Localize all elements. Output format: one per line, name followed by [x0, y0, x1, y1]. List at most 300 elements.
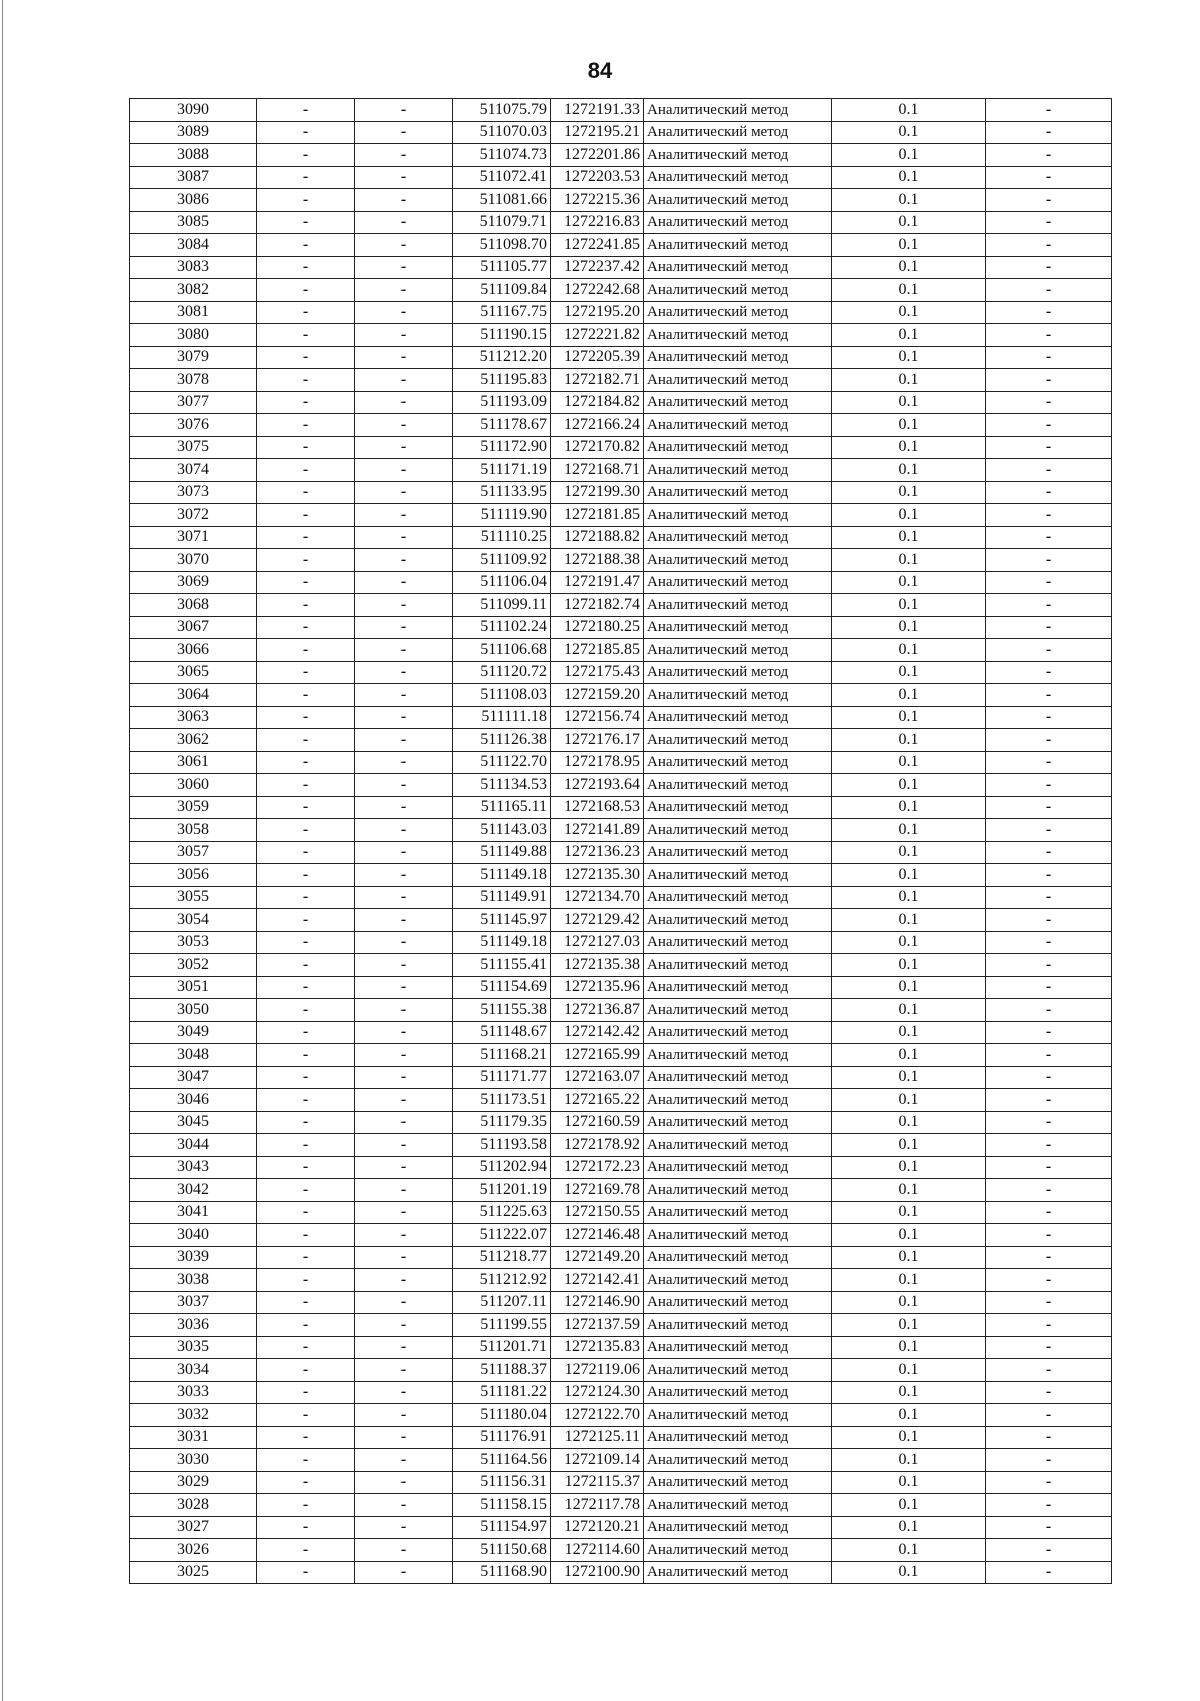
method-cell: Аналитический метод [644, 594, 832, 617]
empty-value-cell: - [257, 324, 355, 347]
y-coordinate-cell: 1272221.82 [551, 324, 644, 347]
accuracy-cell: 0.1 [832, 684, 986, 707]
x-coordinate-cell: 511106.68 [453, 639, 551, 662]
empty-value-cell: - [257, 1111, 355, 1134]
method-cell: Аналитический метод [644, 166, 832, 189]
empty-value-cell: - [986, 706, 1112, 729]
empty-value-cell: - [986, 1381, 1112, 1404]
point-number-cell: 3062 [130, 729, 257, 752]
y-coordinate-cell: 1272160.59 [551, 1111, 644, 1134]
empty-value-cell: - [355, 1539, 453, 1562]
table-row [130, 1021, 1112, 1044]
empty-value-cell: - [257, 571, 355, 594]
empty-value-cell: - [355, 144, 453, 167]
point-number-cell: 3048 [130, 1044, 257, 1067]
empty-value-cell: - [355, 819, 453, 842]
point-number-cell: 3088 [130, 144, 257, 167]
empty-value-cell: - [986, 1156, 1112, 1179]
empty-value-cell: - [355, 1156, 453, 1179]
method-cell: Аналитический метод [644, 909, 832, 932]
point-number-cell: 3058 [130, 819, 257, 842]
empty-value-cell: - [355, 1134, 453, 1157]
accuracy-cell: 0.1 [832, 1179, 986, 1202]
empty-value-cell: - [986, 1494, 1112, 1517]
accuracy-cell: 0.1 [832, 954, 986, 977]
method-cell: Аналитический метод [644, 1089, 832, 1112]
method-cell: Аналитический метод [644, 1359, 832, 1382]
accuracy-cell: 0.1 [832, 1516, 986, 1539]
empty-value-cell: - [986, 1134, 1112, 1157]
accuracy-cell: 0.1 [832, 1224, 986, 1247]
table-row [130, 841, 1112, 864]
empty-value-cell: - [355, 954, 453, 977]
empty-value-cell: - [355, 1359, 453, 1382]
point-number-cell: 3077 [130, 391, 257, 414]
x-coordinate-cell: 511156.31 [453, 1471, 551, 1494]
accuracy-cell: 0.1 [832, 369, 986, 392]
x-coordinate-cell: 511164.56 [453, 1449, 551, 1472]
point-number-cell: 3043 [130, 1156, 257, 1179]
y-coordinate-cell: 1272242.68 [551, 279, 644, 302]
accuracy-cell: 0.1 [832, 1336, 986, 1359]
empty-value-cell: - [257, 459, 355, 482]
y-coordinate-cell: 1272100.90 [551, 1561, 644, 1584]
table-row [130, 436, 1112, 459]
accuracy-cell: 0.1 [832, 616, 986, 639]
empty-value-cell: - [257, 1449, 355, 1472]
y-coordinate-cell: 1272170.82 [551, 436, 644, 459]
method-cell: Аналитический метод [644, 256, 832, 279]
y-coordinate-cell: 1272215.36 [551, 189, 644, 212]
y-coordinate-cell: 1272135.83 [551, 1336, 644, 1359]
empty-value-cell: - [257, 661, 355, 684]
point-number-cell: 3041 [130, 1201, 257, 1224]
table-row [130, 751, 1112, 774]
x-coordinate-cell: 511081.66 [453, 189, 551, 212]
table-row [130, 369, 1112, 392]
empty-value-cell: - [257, 864, 355, 887]
empty-value-cell: - [355, 481, 453, 504]
empty-value-cell: - [355, 549, 453, 572]
empty-value-cell: - [257, 1179, 355, 1202]
point-number-cell: 3046 [130, 1089, 257, 1112]
y-coordinate-cell: 1272199.30 [551, 481, 644, 504]
table-row [130, 1224, 1112, 1247]
table-row [130, 459, 1112, 482]
empty-value-cell: - [986, 256, 1112, 279]
empty-value-cell: - [986, 999, 1112, 1022]
accuracy-cell: 0.1 [832, 661, 986, 684]
method-cell: Аналитический метод [644, 1021, 832, 1044]
point-number-cell: 3089 [130, 121, 257, 144]
method-cell: Аналитический метод [644, 976, 832, 999]
point-number-cell: 3039 [130, 1246, 257, 1269]
table-row [130, 504, 1112, 527]
point-number-cell: 3031 [130, 1426, 257, 1449]
table-row [130, 1201, 1112, 1224]
y-coordinate-cell: 1272195.20 [551, 301, 644, 324]
table-row [130, 1314, 1112, 1337]
accuracy-cell: 0.1 [832, 549, 986, 572]
empty-value-cell: - [355, 1201, 453, 1224]
empty-value-cell: - [355, 504, 453, 527]
empty-value-cell: - [355, 864, 453, 887]
method-cell: Аналитический метод [644, 706, 832, 729]
x-coordinate-cell: 511181.22 [453, 1381, 551, 1404]
x-coordinate-cell: 511154.97 [453, 1516, 551, 1539]
method-cell: Аналитический метод [644, 1426, 832, 1449]
x-coordinate-cell: 511199.55 [453, 1314, 551, 1337]
method-cell: Аналитический метод [644, 1179, 832, 1202]
method-cell: Аналитический метод [644, 751, 832, 774]
table-row [130, 819, 1112, 842]
method-cell: Аналитический метод [644, 504, 832, 527]
y-coordinate-cell: 1272136.23 [551, 841, 644, 864]
empty-value-cell: - [986, 976, 1112, 999]
empty-value-cell: - [986, 324, 1112, 347]
empty-value-cell: - [355, 1404, 453, 1427]
point-number-cell: 3085 [130, 211, 257, 234]
x-coordinate-cell: 511179.35 [453, 1111, 551, 1134]
empty-value-cell: - [355, 211, 453, 234]
y-coordinate-cell: 1272168.53 [551, 796, 644, 819]
empty-value-cell: - [355, 526, 453, 549]
point-number-cell: 3035 [130, 1336, 257, 1359]
empty-value-cell: - [355, 1179, 453, 1202]
accuracy-cell: 0.1 [832, 346, 986, 369]
empty-value-cell: - [257, 819, 355, 842]
x-coordinate-cell: 511207.11 [453, 1291, 551, 1314]
x-coordinate-cell: 511126.38 [453, 729, 551, 752]
empty-value-cell: - [355, 729, 453, 752]
method-cell: Аналитический метод [644, 1494, 832, 1517]
accuracy-cell: 0.1 [832, 1111, 986, 1134]
empty-value-cell: - [257, 909, 355, 932]
empty-value-cell: - [355, 1381, 453, 1404]
y-coordinate-cell: 1272120.21 [551, 1516, 644, 1539]
empty-value-cell: - [257, 1066, 355, 1089]
empty-value-cell: - [355, 1021, 453, 1044]
empty-value-cell: - [257, 549, 355, 572]
empty-value-cell: - [355, 1066, 453, 1089]
empty-value-cell: - [986, 144, 1112, 167]
empty-value-cell: - [355, 774, 453, 797]
table-row [130, 886, 1112, 909]
y-coordinate-cell: 1272181.85 [551, 504, 644, 527]
accuracy-cell: 0.1 [832, 1246, 986, 1269]
method-cell: Аналитический метод [644, 1381, 832, 1404]
empty-value-cell: - [355, 1246, 453, 1269]
empty-value-cell: - [257, 211, 355, 234]
method-cell: Аналитический метод [644, 301, 832, 324]
point-number-cell: 3044 [130, 1134, 257, 1157]
x-coordinate-cell: 511075.79 [453, 99, 551, 122]
empty-value-cell: - [257, 1314, 355, 1337]
table-row [130, 1539, 1112, 1562]
empty-value-cell: - [355, 346, 453, 369]
empty-value-cell: - [355, 121, 453, 144]
table-row [130, 1449, 1112, 1472]
x-coordinate-cell: 511168.90 [453, 1561, 551, 1584]
empty-value-cell: - [986, 301, 1112, 324]
empty-value-cell: - [257, 189, 355, 212]
table-row [130, 864, 1112, 887]
empty-value-cell: - [257, 1089, 355, 1112]
table-row [130, 1111, 1112, 1134]
empty-value-cell: - [257, 931, 355, 954]
x-coordinate-cell: 511201.19 [453, 1179, 551, 1202]
x-coordinate-cell: 511165.11 [453, 796, 551, 819]
point-number-cell: 3051 [130, 976, 257, 999]
method-cell: Аналитический метод [644, 886, 832, 909]
empty-value-cell: - [257, 99, 355, 122]
accuracy-cell: 0.1 [832, 436, 986, 459]
x-coordinate-cell: 511225.63 [453, 1201, 551, 1224]
table-row [130, 729, 1112, 752]
y-coordinate-cell: 1272129.42 [551, 909, 644, 932]
accuracy-cell: 0.1 [832, 1089, 986, 1112]
accuracy-cell: 0.1 [832, 819, 986, 842]
point-number-cell: 3078 [130, 369, 257, 392]
y-coordinate-cell: 1272149.20 [551, 1246, 644, 1269]
empty-value-cell: - [355, 1449, 453, 1472]
accuracy-cell: 0.1 [832, 774, 986, 797]
empty-value-cell: - [986, 481, 1112, 504]
y-coordinate-cell: 1272175.43 [551, 661, 644, 684]
accuracy-cell: 0.1 [832, 1404, 986, 1427]
empty-value-cell: - [257, 234, 355, 257]
x-coordinate-cell: 511109.92 [453, 549, 551, 572]
empty-value-cell: - [986, 571, 1112, 594]
table-row [130, 481, 1112, 504]
y-coordinate-cell: 1272136.87 [551, 999, 644, 1022]
point-number-cell: 3060 [130, 774, 257, 797]
empty-value-cell: - [355, 166, 453, 189]
empty-value-cell: - [355, 234, 453, 257]
empty-value-cell: - [986, 1089, 1112, 1112]
accuracy-cell: 0.1 [832, 1156, 986, 1179]
point-number-cell: 3032 [130, 1404, 257, 1427]
point-number-cell: 3074 [130, 459, 257, 482]
y-coordinate-cell: 1272142.42 [551, 1021, 644, 1044]
empty-value-cell: - [257, 1561, 355, 1584]
empty-value-cell: - [986, 796, 1112, 819]
empty-value-cell: - [257, 1134, 355, 1157]
method-cell: Аналитический метод [644, 1561, 832, 1584]
table-row [130, 1291, 1112, 1314]
y-coordinate-cell: 1272182.71 [551, 369, 644, 392]
point-number-cell: 3081 [130, 301, 257, 324]
empty-value-cell: - [355, 414, 453, 437]
y-coordinate-cell: 1272165.22 [551, 1089, 644, 1112]
empty-value-cell: - [257, 256, 355, 279]
empty-value-cell: - [257, 1381, 355, 1404]
y-coordinate-cell: 1272150.55 [551, 1201, 644, 1224]
method-cell: Аналитический метод [644, 144, 832, 167]
empty-value-cell: - [257, 1201, 355, 1224]
x-coordinate-cell: 511222.07 [453, 1224, 551, 1247]
empty-value-cell: - [355, 999, 453, 1022]
empty-value-cell: - [986, 234, 1112, 257]
x-coordinate-cell: 511201.71 [453, 1336, 551, 1359]
accuracy-cell: 0.1 [832, 99, 986, 122]
empty-value-cell: - [986, 1336, 1112, 1359]
accuracy-cell: 0.1 [832, 504, 986, 527]
empty-value-cell: - [257, 1539, 355, 1562]
accuracy-cell: 0.1 [832, 234, 986, 257]
empty-value-cell: - [355, 1291, 453, 1314]
x-coordinate-cell: 511150.68 [453, 1539, 551, 1562]
table-row [130, 954, 1112, 977]
table-row [130, 616, 1112, 639]
point-number-cell: 3054 [130, 909, 257, 932]
x-coordinate-cell: 511149.91 [453, 886, 551, 909]
accuracy-cell: 0.1 [832, 211, 986, 234]
y-coordinate-cell: 1272156.74 [551, 706, 644, 729]
x-coordinate-cell: 511212.92 [453, 1269, 551, 1292]
page-number: 84 [587, 58, 613, 83]
method-cell: Аналитический метод [644, 639, 832, 662]
empty-value-cell: - [257, 774, 355, 797]
point-number-cell: 3026 [130, 1539, 257, 1562]
y-coordinate-cell: 1272176.17 [551, 729, 644, 752]
y-coordinate-cell: 1272135.96 [551, 976, 644, 999]
empty-value-cell: - [986, 1539, 1112, 1562]
y-coordinate-cell: 1272188.82 [551, 526, 644, 549]
accuracy-cell: 0.1 [832, 189, 986, 212]
empty-value-cell: - [986, 1246, 1112, 1269]
x-coordinate-cell: 511171.77 [453, 1066, 551, 1089]
point-number-cell: 3025 [130, 1561, 257, 1584]
y-coordinate-cell: 1272237.42 [551, 256, 644, 279]
accuracy-cell: 0.1 [832, 121, 986, 144]
empty-value-cell: - [986, 166, 1112, 189]
point-number-cell: 3056 [130, 864, 257, 887]
point-number-cell: 3067 [130, 616, 257, 639]
y-coordinate-cell: 1272122.70 [551, 1404, 644, 1427]
table-row [130, 1336, 1112, 1359]
empty-value-cell: - [355, 459, 453, 482]
accuracy-cell: 0.1 [832, 729, 986, 752]
table-row [130, 976, 1112, 999]
accuracy-cell: 0.1 [832, 1066, 986, 1089]
y-coordinate-cell: 1272109.14 [551, 1449, 644, 1472]
method-cell: Аналитический метод [644, 864, 832, 887]
y-coordinate-cell: 1272216.83 [551, 211, 644, 234]
x-coordinate-cell: 511122.70 [453, 751, 551, 774]
empty-value-cell: - [986, 391, 1112, 414]
accuracy-cell: 0.1 [832, 639, 986, 662]
empty-value-cell: - [986, 1471, 1112, 1494]
method-cell: Аналитический метод [644, 1111, 832, 1134]
x-coordinate-cell: 511178.67 [453, 414, 551, 437]
accuracy-cell: 0.1 [832, 1134, 986, 1157]
table-row [130, 1066, 1112, 1089]
y-coordinate-cell: 1272159.20 [551, 684, 644, 707]
point-number-cell: 3071 [130, 526, 257, 549]
x-coordinate-cell: 511133.95 [453, 481, 551, 504]
method-cell: Аналитический метод [644, 459, 832, 482]
empty-value-cell: - [257, 1246, 355, 1269]
y-coordinate-cell: 1272165.99 [551, 1044, 644, 1067]
empty-value-cell: - [257, 976, 355, 999]
x-coordinate-cell: 511072.41 [453, 166, 551, 189]
empty-value-cell: - [257, 706, 355, 729]
table-row [130, 526, 1112, 549]
x-coordinate-cell: 511099.11 [453, 594, 551, 617]
empty-value-cell: - [257, 1426, 355, 1449]
empty-value-cell: - [986, 414, 1112, 437]
accuracy-cell: 0.1 [832, 594, 986, 617]
method-cell: Аналитический метод [644, 1134, 832, 1157]
accuracy-cell: 0.1 [832, 279, 986, 302]
accuracy-cell: 0.1 [832, 976, 986, 999]
y-coordinate-cell: 1272146.90 [551, 1291, 644, 1314]
point-number-cell: 3028 [130, 1494, 257, 1517]
x-coordinate-cell: 511158.15 [453, 1494, 551, 1517]
accuracy-cell: 0.1 [832, 1201, 986, 1224]
empty-value-cell: - [986, 1021, 1112, 1044]
method-cell: Аналитический метод [644, 684, 832, 707]
empty-value-cell: - [257, 616, 355, 639]
table-row [130, 909, 1112, 932]
accuracy-cell: 0.1 [832, 1314, 986, 1337]
point-number-cell: 3027 [130, 1516, 257, 1539]
point-number-cell: 3090 [130, 99, 257, 122]
method-cell: Аналитический метод [644, 729, 832, 752]
empty-value-cell: - [355, 1314, 453, 1337]
table-row [130, 1044, 1112, 1067]
empty-value-cell: - [986, 504, 1112, 527]
method-cell: Аналитический метод [644, 1269, 832, 1292]
point-number-cell: 3087 [130, 166, 257, 189]
accuracy-cell: 0.1 [832, 166, 986, 189]
point-number-cell: 3086 [130, 189, 257, 212]
y-coordinate-cell: 1272115.37 [551, 1471, 644, 1494]
table-row [130, 1426, 1112, 1449]
y-coordinate-cell: 1272168.71 [551, 459, 644, 482]
table-row [130, 1269, 1112, 1292]
empty-value-cell: - [986, 1404, 1112, 1427]
method-cell: Аналитический метод [644, 1471, 832, 1494]
point-number-cell: 3052 [130, 954, 257, 977]
method-cell: Аналитический метод [644, 391, 832, 414]
y-coordinate-cell: 1272127.03 [551, 931, 644, 954]
method-cell: Аналитический метод [644, 234, 832, 257]
accuracy-cell: 0.1 [832, 864, 986, 887]
method-cell: Аналитический метод [644, 324, 832, 347]
x-coordinate-cell: 511176.91 [453, 1426, 551, 1449]
empty-value-cell: - [257, 1224, 355, 1247]
y-coordinate-cell: 1272169.78 [551, 1179, 644, 1202]
x-coordinate-cell: 511171.19 [453, 459, 551, 482]
point-number-cell: 3049 [130, 1021, 257, 1044]
empty-value-cell: - [986, 639, 1112, 662]
method-cell: Аналитический метод [644, 796, 832, 819]
method-cell: Аналитический метод [644, 616, 832, 639]
x-coordinate-cell: 511098.70 [453, 234, 551, 257]
empty-value-cell: - [986, 1224, 1112, 1247]
table-row [130, 1471, 1112, 1494]
accuracy-cell: 0.1 [832, 1471, 986, 1494]
table-row [130, 166, 1112, 189]
table-row [130, 571, 1112, 594]
point-number-cell: 3082 [130, 279, 257, 302]
point-number-cell: 3045 [130, 1111, 257, 1134]
point-number-cell: 3055 [130, 886, 257, 909]
empty-value-cell: - [355, 1426, 453, 1449]
table-row [130, 1561, 1112, 1584]
